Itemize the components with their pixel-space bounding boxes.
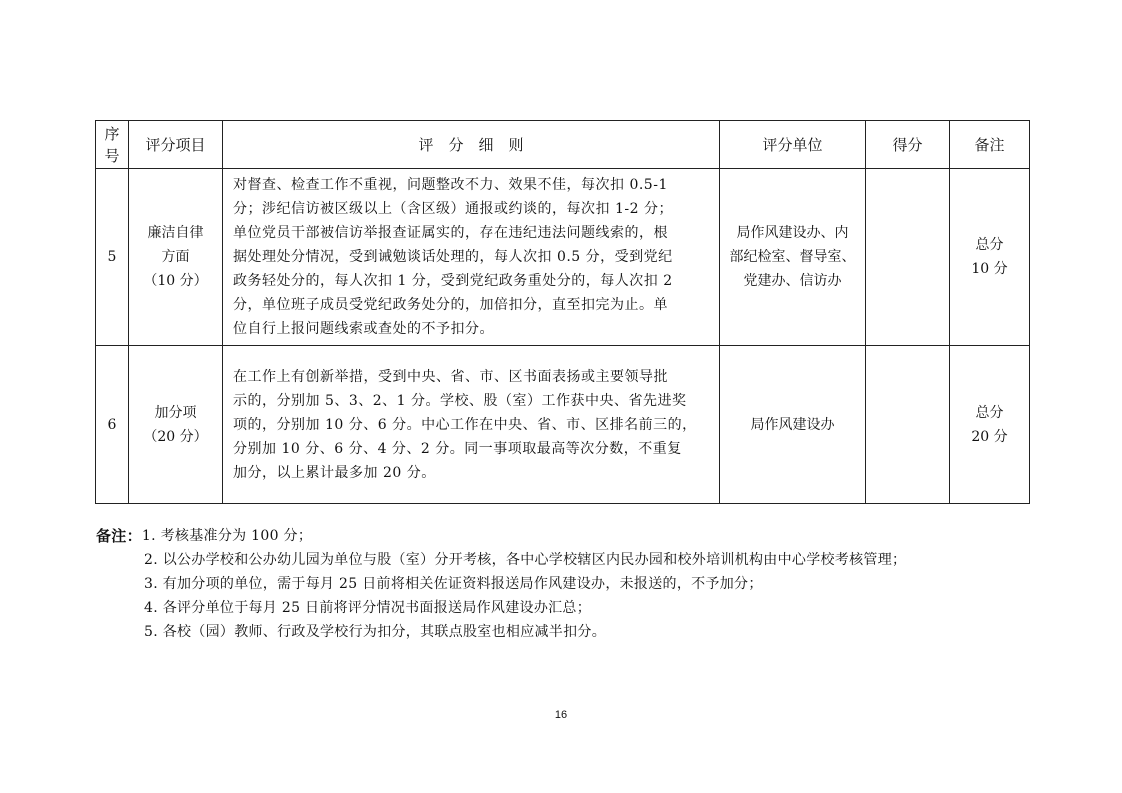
note-item: 2. 以公办学校和公办幼儿园为单位与股（室）分开考核，各中心学校辖区内民办园和校外培训机构由中心学校考核管理； <box>144 552 907 568</box>
row-item: 廉洁自律 方面 （10 分） <box>129 169 223 346</box>
header-detail: 评 分 细 则 <box>223 121 720 169</box>
row-remark: 总分 10 分 <box>950 169 1030 346</box>
header-seq: 序 号 <box>96 121 129 169</box>
note-item: 4. 各评分单位于每月 25 日前将评分情况书面报送局作风建设办汇总； <box>144 600 592 616</box>
row-unit: 局作风建设办 <box>720 346 866 504</box>
row-item: 加分项 （20 分） <box>129 346 223 504</box>
header-item: 评分项目 <box>129 121 223 169</box>
row-score <box>866 169 950 346</box>
note-item: 5. 各校（园）教师、行政及学校行为扣分，其联点股室也相应减半扣分。 <box>144 624 607 640</box>
row-detail-text: 对督查、检查工作不重视，问题整改不力、效果不佳，每次扣 0.5-1 分；涉纪信访被区级以上（含区级）通报或约谈的，每次扣 1-2 分； 单位党员干部被信访举报查证属实的，存在违纪违法问题线索的，根 据处理处分情况，受到诫勉谈话处理的，每人次扣 0.5 分，受到党纪 政务轻处分的，每人次扣 1 分，受到党纪政务重处分的，每人次扣 2 分，单位班子成员受党纪政务处分的，加倍扣分，直至扣完为止。单 位自行上报问题线索或查处的不予扣分。 <box>233 177 673 337</box>
row-remark: 总分 20 分 <box>950 346 1030 504</box>
scoring-table <box>95 120 1030 504</box>
note-item: 1. 考核基准分为 100 分； <box>141 528 313 544</box>
note-item: 3. 有加分项的单位，需于每月 25 日前将相关佐证资料报送局作风建设办，未报送的，不予加分； <box>144 576 763 592</box>
table-header-row <box>96 121 1030 169</box>
table-row <box>96 346 1030 504</box>
row-detail-text: 在工作上有创新举措，受到中央、省、市、区书面表扬或主要领导批 示的，分别加 5、3、2、1 分。学校、股（室）工作获中央、省先进奖 项的，分别加 10 分、6 分。中心工作在中央、省、市、区排名前三的， 分别加 10 分、6 分、4 分、2 分。同一事项取最高等次分数，不重复 加分，以上累计最多加 20 分。 <box>233 368 697 481</box>
row-seq: 5 <box>96 169 129 346</box>
notes-label: 备注： <box>96 527 142 545</box>
header-unit: 评分单位 <box>720 121 866 169</box>
row-detail <box>223 346 720 504</box>
row-detail <box>223 169 720 346</box>
row-unit: 局作风建设办、内 部纪检室、督导室、 党建办、信访办 <box>720 169 866 346</box>
row-score <box>866 346 950 504</box>
header-score: 得分 <box>866 121 950 169</box>
header-remark: 备注 <box>950 121 1030 169</box>
row-seq: 6 <box>96 346 129 504</box>
page-number: 16 <box>554 709 568 721</box>
note-first-line <box>96 524 1036 548</box>
table-row <box>96 169 1030 346</box>
notes-section <box>96 524 1036 644</box>
